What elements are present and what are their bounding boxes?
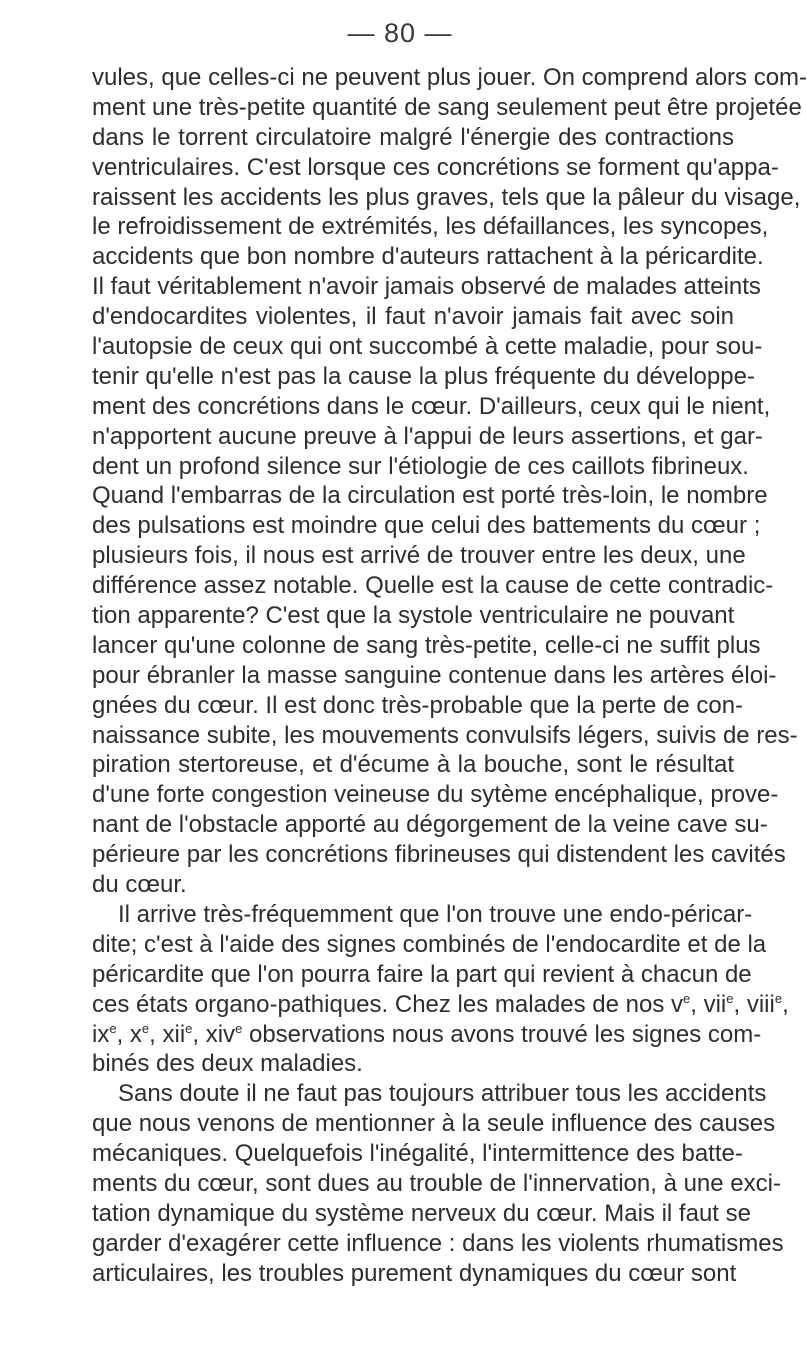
text-line: dite; c'est à l'aide des signes combinés de l'endocardite et de la bbox=[92, 930, 767, 958]
superscript: e bbox=[683, 990, 691, 1006]
text-line: l'autopsie de ceux qui ont succombé à cette maladie, pour sou- bbox=[92, 333, 763, 361]
page-number: — 80 — bbox=[347, 18, 453, 48]
text-line: différence assez notable. Quelle est la cause de cette contradic- bbox=[92, 572, 774, 600]
text-line: Il faut véritablement n'avoir jamais observé de malades atteints bbox=[92, 273, 761, 301]
text-line: naissance subite, les mouvements convulsifs légers, suivis de res- bbox=[92, 721, 798, 749]
text-line: piration stertoreuse, et d'écume à la bouche, sont le résultat bbox=[92, 751, 734, 779]
text-line: tenir qu'elle n'est pas la cause la plus fréquente du développe- bbox=[92, 362, 755, 390]
text-line: ments du cœur, sont dues au trouble de l'innervation, à une exci- bbox=[92, 1169, 781, 1197]
text-line: d'une forte congestion veineuse du sytème encéphalique, prove- bbox=[92, 781, 779, 809]
text-line: Il arrive très-fréquemment que l'on trouve une endo-péricar- bbox=[118, 900, 753, 928]
text-fragment: ces états organo-pathiques. Chez les malades de nos v bbox=[92, 990, 684, 1018]
text-line: n'apportent aucune preuve à l'appui de leurs assertions, et gar- bbox=[92, 422, 763, 450]
text-line: tion apparente? C'est que la systole ventriculaire ne pouvant bbox=[92, 602, 735, 630]
text-line-with-ordinals bbox=[92, 1020, 762, 1050]
text-line: nant de l'obstacle apporté au dégorgement de la veine cave su- bbox=[92, 811, 768, 839]
superscript: e bbox=[726, 990, 734, 1006]
text-fragment: , xiv bbox=[192, 1020, 236, 1048]
text-line: lancer qu'une colonne de sang très-petite, celle-ci ne suffit plus bbox=[92, 631, 761, 659]
text-line: que nous venons de mentionner à la seule influence des causes bbox=[92, 1110, 776, 1138]
superscript: e bbox=[109, 1020, 117, 1036]
text-line: accidents que bon nombre d'auteurs rattachent à la péricardite. bbox=[92, 243, 764, 271]
text-line: Sans doute il ne faut pas toujours attribuer tous les accidents bbox=[118, 1080, 767, 1108]
text-line: Quand l'embarras de la circulation est porté très-loin, le nombre bbox=[92, 482, 768, 510]
text-line: garder d'exagérer cette influence : dans les violents rhumatismes bbox=[92, 1229, 784, 1257]
superscript: e bbox=[141, 1020, 150, 1036]
text-line: ventriculaires. C'est lorsque ces concrétions se forment qu'appa- bbox=[92, 153, 779, 181]
text-line: articulaires, les troubles purement dynamiques du cœur sont bbox=[92, 1259, 737, 1287]
text-line: du cœur. bbox=[92, 871, 187, 899]
text-line: ment une très-petite quantité de sang seulement peut être projetée bbox=[92, 93, 802, 121]
text-line: mécaniques. Quelquefois l'inégalité, l'intermittence des batte- bbox=[92, 1140, 743, 1168]
superscript: e bbox=[235, 1020, 243, 1036]
superscript: e bbox=[185, 1020, 193, 1036]
text-line: vules, que celles-ci ne peuvent plus jouer. On comprend alors com- bbox=[92, 64, 807, 91]
text-line: périeure par les concrétions fibrineuses qui distendent les cavités bbox=[92, 841, 786, 869]
text-fragment: , bbox=[782, 990, 789, 1018]
text-line: ment des concrétions dans le cœur. D'ailleurs, ceux qui le nient, bbox=[92, 392, 771, 420]
text-fragment: , viii bbox=[733, 990, 775, 1018]
text-line: péricardite que l'on pourra faire la part qui revient à chacun de bbox=[92, 960, 752, 988]
text-line: raissent les accidents les plus graves, tels que la pâleur du visage, bbox=[92, 183, 801, 211]
text-fragment: , vii bbox=[690, 990, 727, 1018]
text-fragment: observations nous avons trouvé les signes com- bbox=[242, 1020, 762, 1048]
text-line: plusieurs fois, il nous est arrivé de trouver entre les deux, une bbox=[92, 542, 746, 570]
text-line: des pulsations est moindre que celui des battements du cœur ; bbox=[92, 512, 761, 540]
text-line: tation dynamique du système nerveux du cœur. Mais il faut se bbox=[92, 1199, 751, 1227]
text-line: pour ébranler la masse sanguine contenue dans les artères éloi- bbox=[92, 661, 777, 689]
text-fragment: ix bbox=[92, 1020, 110, 1048]
text-line: gnées du cœur. Il est donc très-probable que la perte de con- bbox=[92, 691, 744, 719]
text-line: binés des deux maladies. bbox=[92, 1050, 363, 1078]
body-text bbox=[92, 63, 807, 1289]
text-fragment: , xii bbox=[149, 1020, 186, 1048]
text-line: le refroidissement de extrémités, les défaillances, les syncopes, bbox=[92, 213, 769, 241]
text-line: d'endocardites violentes, il faut n'avoir jamais fait avec soin bbox=[92, 303, 734, 331]
text-line-with-ordinals bbox=[92, 990, 789, 1020]
text-line: dans le torrent circulatoire malgré l'énergie des contractions bbox=[92, 123, 734, 151]
text-line: dent un profond silence sur l'étiologie de ces caillots fibrineux. bbox=[92, 452, 749, 480]
superscript: e bbox=[774, 990, 783, 1006]
text-fragment: , x bbox=[116, 1020, 142, 1048]
